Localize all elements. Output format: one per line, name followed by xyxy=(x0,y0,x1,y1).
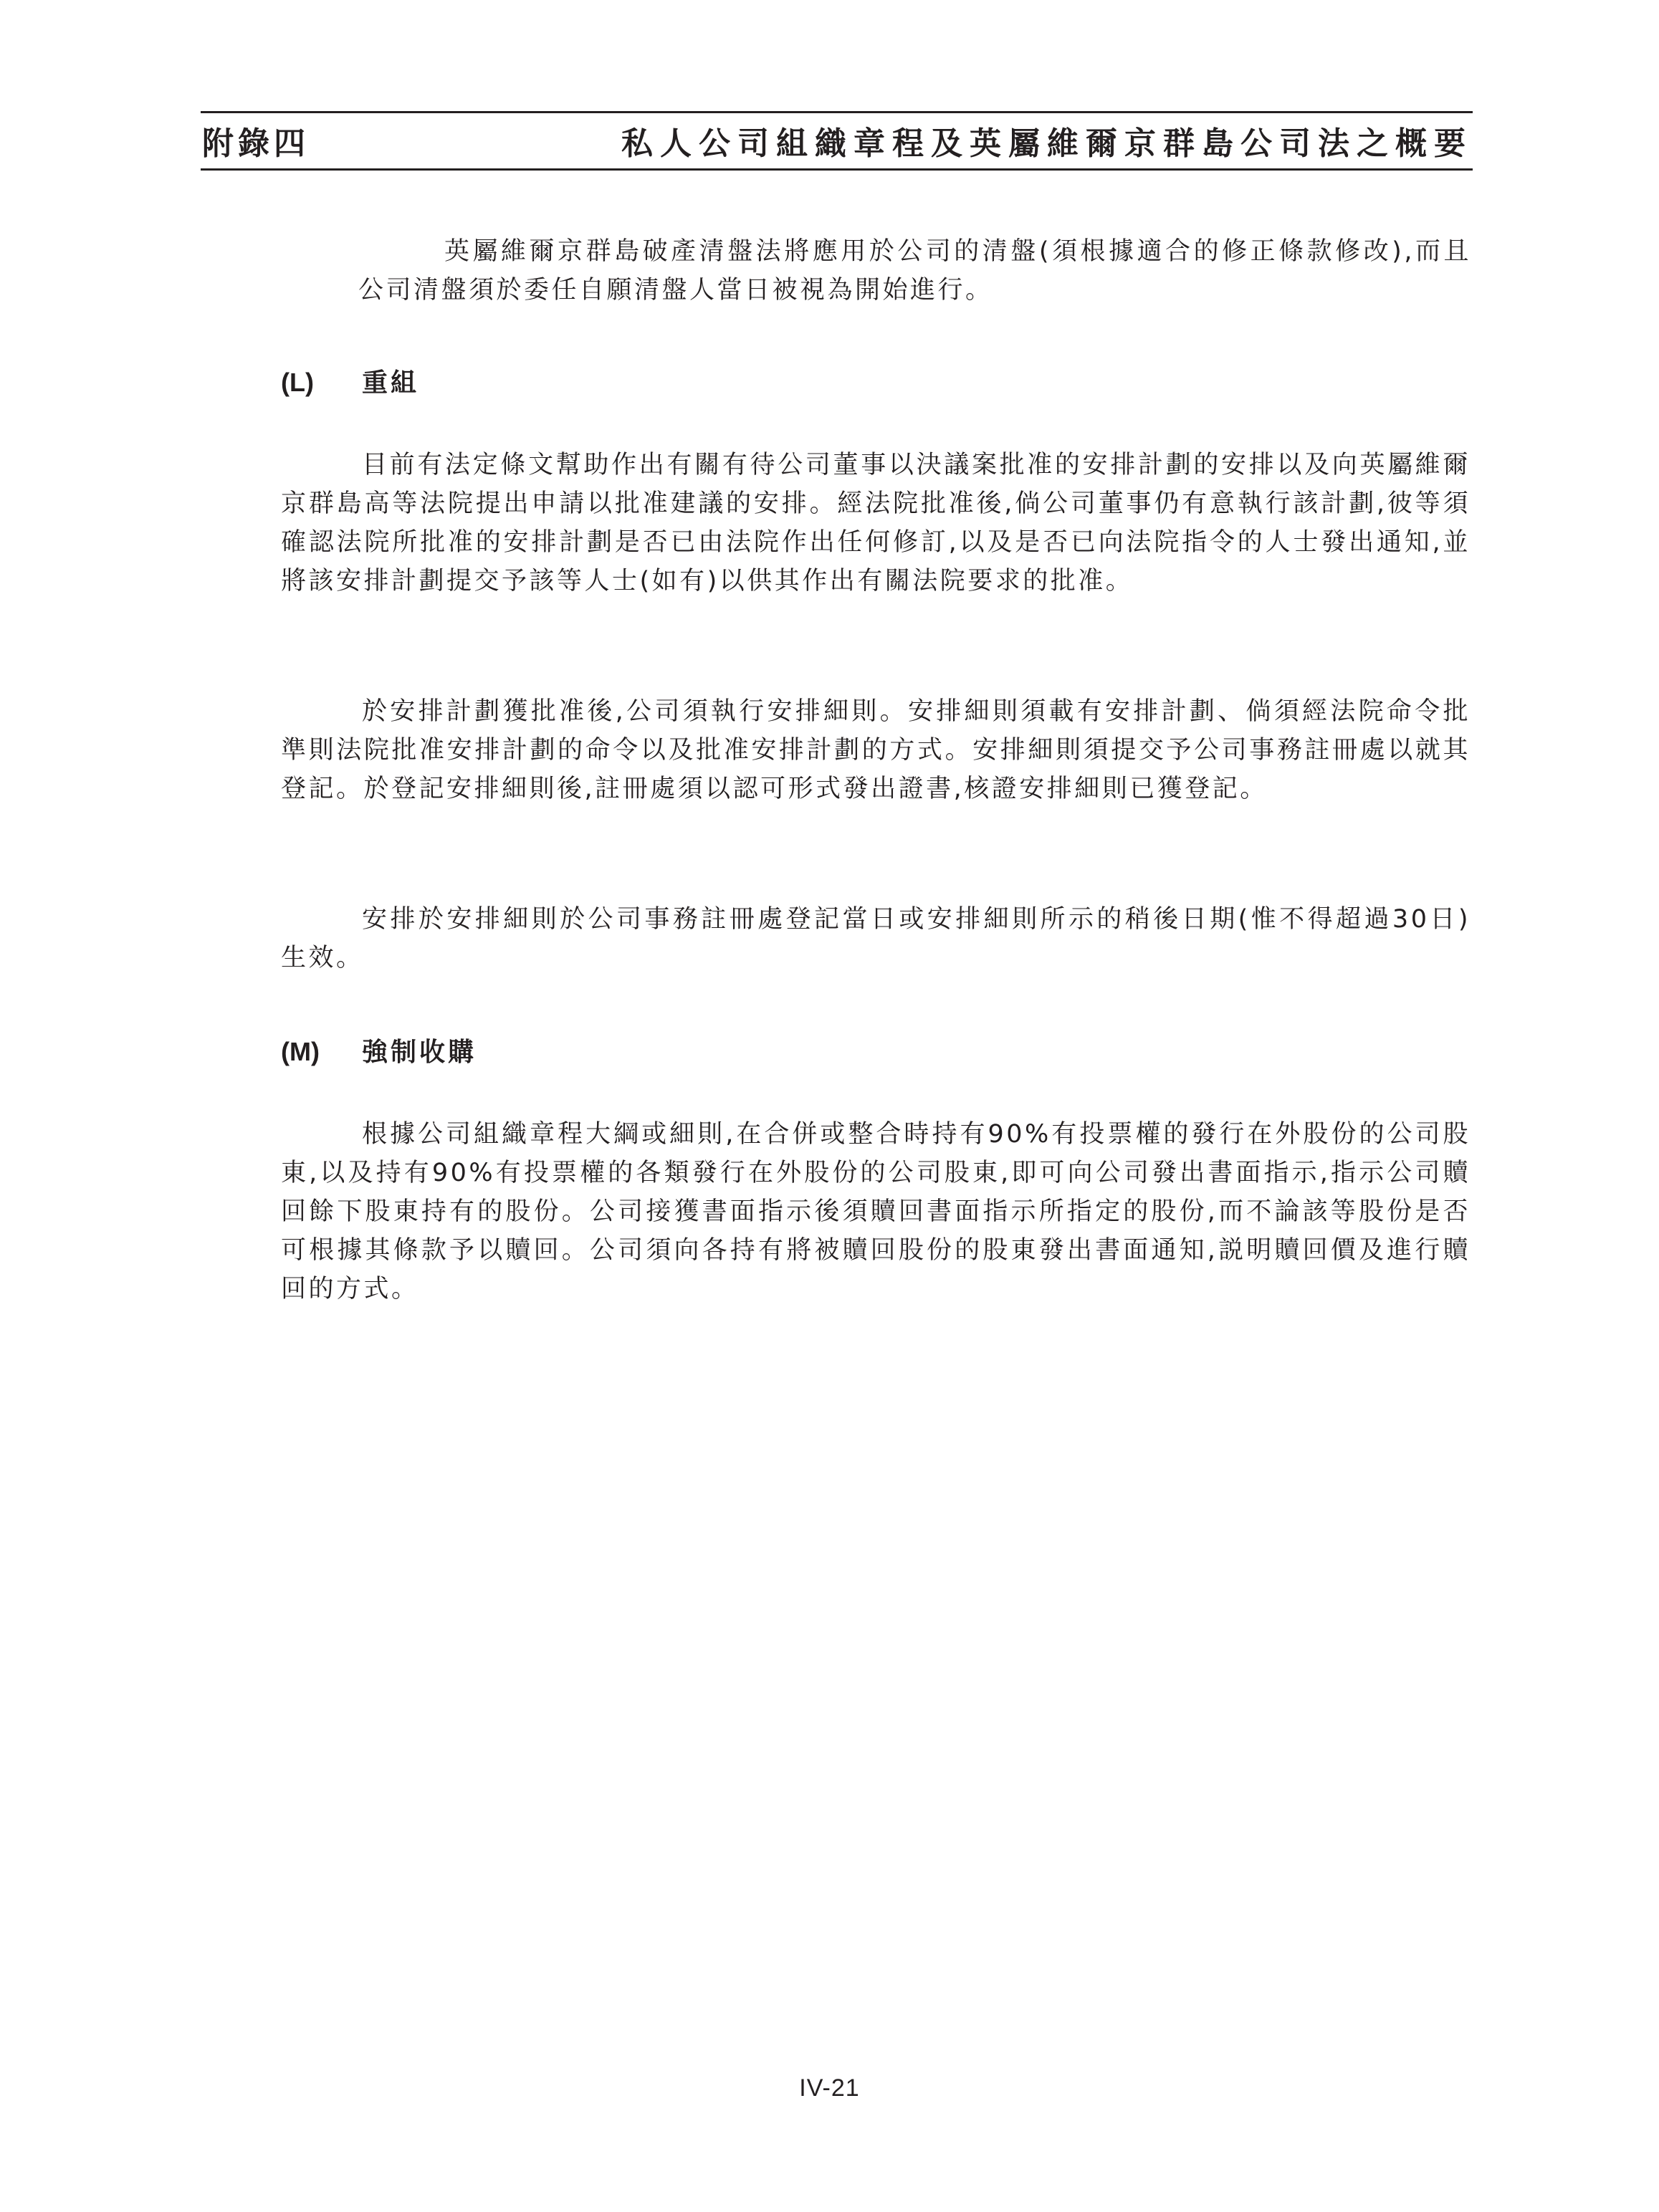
header-top-rule xyxy=(201,111,1473,113)
section-number: (L) xyxy=(281,368,314,397)
section-number: (M) xyxy=(281,1037,320,1066)
section-l-paragraph-3: 安排於安排細則於公司事務註冊處登記當日或安排細則所示的稍後日期(惟不得超過30日)生效。 xyxy=(281,905,1471,972)
section-title: 重組 xyxy=(362,368,420,398)
header-bottom-rule xyxy=(201,168,1473,171)
section-title: 強制收購 xyxy=(362,1038,477,1067)
section-heading-l xyxy=(281,367,419,399)
section-l-paragraph-2: 於安排計劃獲批准後,公司須執行安排細則。安排細則須載有安排計劃、倘須經法院命令批準則法院批准安排計劃的命令以及批准安排計劃的方式。安排細則須提交予公司事務註冊處以就其登記。於登記安排細則後,註冊處須以認可形式發出證書,核證安排細則已獲登記。 xyxy=(281,697,1471,803)
intro-paragraph: 英屬維爾京群島破產清盤法將應用於公司的清盤(須根據適合的修正條款修改),而且公司清盤須於委任自願清盤人當日被視為開始進行。 xyxy=(358,237,1471,305)
section-l-paragraph-1: 目前有法定條文幫助作出有關有待公司董事以決議案批准的安排計劃的安排以及向英屬維爾京群島高等法院提出申請以批准建議的安排。經法院批准後,倘公司董事仍有意執行該計劃,彼等須確認法院所批准的安排計劃是否已由法院作出任何修訂,以及是否已向法院指令的人士發出通知,並將該安排計劃提交予該等人士(如有)以供其作出有關法院要求的批准。 xyxy=(281,451,1471,595)
section-heading-m xyxy=(281,1036,477,1068)
appendix-title: 私人公司組織章程及英屬維爾京群島公司法之概要 xyxy=(621,125,1473,162)
page-number: IV-21 xyxy=(799,2074,860,2102)
appendix-label: 附錄四 xyxy=(202,125,310,162)
section-m-paragraph-1: 根據公司組織章程大綱或細則,在合併或整合時持有90%有投票權的發行在外股份的公司股東,以及持有90%有投票權的各類發行在外股份的公司股東,即可向公司發出書面指示,指示公司贖回餘下股東持有的股份。公司接獲書面指示後須贖回書面指示所指定的股份,而不論該等股份是否可根據其條款予以贖回。公司須向各持有將被贖回股份的股東發出書面通知,説明贖回價及進行贖回的方式。 xyxy=(281,1120,1471,1303)
page-header xyxy=(201,111,1473,172)
